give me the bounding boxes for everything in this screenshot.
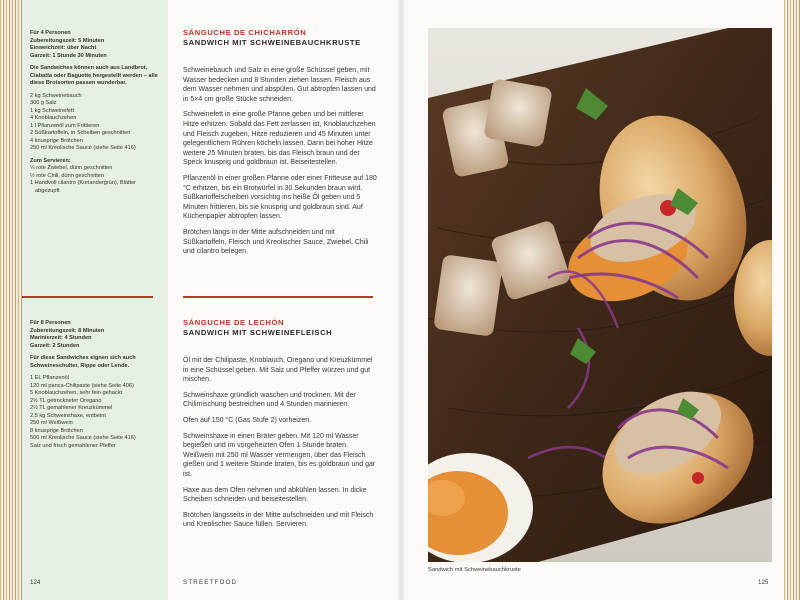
ingredient-item: 2½ TL getrockneter Oregano bbox=[30, 397, 102, 404]
section-divider bbox=[183, 296, 373, 298]
recipe2-step: Schweinshaxe gründlich waschen und trocknen. Mit der Chilimischung bestreichen und 4 Stunden marinieren. bbox=[183, 391, 356, 409]
serving-list bbox=[30, 165, 162, 195]
ingredient-item: 2 kg Schweinebauch bbox=[30, 92, 82, 99]
recipe2-step: Haxe aus dem Ofen nehmen und abkühlen lassen. In dicke Scheiben schneiden und beiseitestellen. bbox=[183, 486, 367, 504]
recipe2-note: Für diese Sandwiches eignen sich auch Schweineschulter, Rippe oder Lende. bbox=[30, 355, 136, 369]
ingredient-item: 4 knusprige Brötchen bbox=[30, 137, 83, 144]
recipe1-subtitle: SÁNGUCHE DE CHICHARRÓN bbox=[183, 28, 307, 37]
serving-item: abgezupft bbox=[35, 187, 60, 194]
ingredient-item: 2,5 kg Schweinshaxe, entbeint bbox=[30, 412, 106, 419]
page-edge-left bbox=[0, 0, 22, 600]
ingredient-item: Salz und frisch gemahlener Pfeffer bbox=[30, 442, 116, 449]
recipe1-ingredient-list bbox=[30, 93, 162, 153]
recipe2-step: Brötchen längsseits in der Mitte aufschneiden und mit Fleisch und Kreolischer Sauce füllen. Servieren. bbox=[183, 511, 374, 529]
section-divider-left bbox=[22, 296, 153, 298]
recipe2-text bbox=[183, 318, 378, 536]
ingredient-item: 300 g Salz bbox=[30, 100, 57, 106]
recipe2-prep-time: Zubereitungszeit: 8 Minuten bbox=[30, 327, 105, 334]
ingredients-sidebar bbox=[22, 0, 168, 600]
running-head: STREETFOOD bbox=[183, 579, 238, 586]
recipe2-title: SANDWICH MIT SCHWEINEFLEISCH bbox=[183, 328, 333, 337]
recipe2-ingredients bbox=[30, 320, 162, 455]
serving-heading: Zum Servieren: bbox=[30, 157, 71, 164]
recipe1-ingredients bbox=[30, 30, 162, 200]
ingredient-item: 250 ml Weißwein bbox=[30, 420, 73, 426]
recipe2-subtitle: SÁNGUCHE DE LECHÓN bbox=[183, 318, 285, 327]
recipe2-ingredient-list bbox=[30, 375, 162, 450]
recipe1-step: Pflanzenöl in einer großen Pfanne oder einer Fritteuse auf 180 °C erhitzen, bis ein Brotwürfel in 30 Sekunden braun wird. Süßkartoffelscheiben vorsichtig ins heiße Öl geben und 5 Minuten frittieren, bis sie knusprig und goldbraun sind. Auf Küchenpapier abtropfen lassen. bbox=[183, 174, 377, 221]
recipe1-note: Die Sandwiches können auch aus Landbrot, Ciabatta oder Baguette hergestellt werden – alle diese Brotsorten passen wunderbar. bbox=[30, 65, 158, 86]
ingredient-item: 1 kg Schweinefett bbox=[30, 107, 75, 114]
ingredient-item: 2 Süßkartoffeln, in Scheiben geschnitten bbox=[30, 130, 131, 136]
recipe2-servings: Für 8 Personen bbox=[30, 320, 71, 326]
page-edge-right bbox=[784, 0, 800, 600]
recipe1-servings: Für 4 Personen bbox=[30, 30, 71, 36]
recipe1-soak-time: Einweichzeit: über Nacht bbox=[30, 45, 97, 51]
recipe2-step: Schweinshaxe in einen Bräter geben. Mit 120 ml Wasser begießen und im vorgeheizten Ofen 1 Stunde braten. Weißwein mit 250 ml Wasser vermengen, über das Fleisch gießen und 1 weitere Stunde braten, bis es goldbraun und gar ist. bbox=[183, 432, 376, 478]
recipe1-step: Schweinefett in eine große Pfanne geben und bei mittlerer Hitze erhitzen. Sobald das Fett zerlassen ist, Knoblauchzehen und Fleisch zugeben, Hitze reduzieren und 45 Minuten unter gelegentlichem Rühren köcheln lassen. Dann bei hoher Hitze weitere 25 Minuten braten, bis das Fleisch braun und der Speck knusprig und goldbraun ist. Beiseitestellen. bbox=[183, 111, 376, 167]
ingredient-item: 120 ml panca-Chilipaste (siehe Seite 406) bbox=[30, 382, 134, 389]
ingredient-item: 5 Knoblauchzehen, sehr fein gehackt bbox=[30, 390, 123, 396]
recipe2-step: Öl mit der Chilipaste, Knoblauch, Oregano und Kreuzkümmel in eine Schüssel geben. Mit Salz und Pfeffer würzen und gut mischen. bbox=[183, 357, 373, 384]
serving-item: ½ rote Chili, dünn geschnitten bbox=[30, 172, 105, 179]
serving-item: ¼ rote Zwiebel, dünn geschnitten bbox=[30, 165, 113, 171]
recipe2-step: Ofen auf 150 °C (Gas Stufe 2) vorheizen. bbox=[183, 416, 312, 424]
recipe1-step: Schweinebauch und Salz in eine große Schüssel geben, mit Wasser bedecken und 8 Stunden ziehen lassen. Fleisch aus dem Wasser nehmen und abspülen. Gut abtropfen lassen und in 5×4 cm große Stücke schneiden. bbox=[183, 67, 376, 103]
book-gutter bbox=[397, 0, 405, 600]
ingredient-item: 8 knusprige Brötchen bbox=[30, 427, 83, 434]
recipe1-step: Brötchen längs in der Mitte aufschneiden und mit Süßkartoffeln, Fleisch und Kreolischer Sauce, Zwiebel, Chili und cilantro belegen. bbox=[183, 228, 369, 256]
recipe2-marinate-time: Marinierzeit: 4 Stunden bbox=[30, 335, 92, 341]
recipe1-cook-time: Garzeit: 1 Stunde 30 Minuten bbox=[30, 52, 107, 59]
recipe1-prep-time: Zubereitungszeit: 5 Minuten bbox=[30, 37, 105, 44]
ingredient-item: 500 ml Kreolische Sauce (siehe Seite 416) bbox=[30, 435, 136, 441]
recipe2-cook-time: Garzeit: 2 Stunden bbox=[30, 342, 80, 349]
ingredient-item: 250 ml Kreolische Sauce (siehe Seite 416) bbox=[30, 145, 136, 151]
ingredient-item: 2½ TL gemahlener Kreuzkümmel bbox=[30, 405, 113, 411]
recipe1-title: SANDWICH MIT SCHWEINEBAUCHKRUSTE bbox=[183, 38, 361, 47]
recipe1-text bbox=[183, 28, 378, 263]
photo-caption: Sandwich mit Schweinebauchkruste bbox=[428, 567, 521, 573]
ingredient-item: 1 l Pflanzenöl zum Frittieren bbox=[30, 122, 100, 129]
page-number-left: 124 bbox=[30, 579, 41, 586]
ingredient-item: 4 Knoblauchzehen bbox=[30, 115, 77, 121]
page-number-right: 125 bbox=[758, 579, 769, 586]
sandwich-photo bbox=[428, 28, 772, 562]
serving-item: 1 Handvoll cilantro (Koriandergrün), Blätter bbox=[30, 180, 137, 186]
ingredient-item: 1 EL Pflanzenöl bbox=[30, 375, 69, 381]
